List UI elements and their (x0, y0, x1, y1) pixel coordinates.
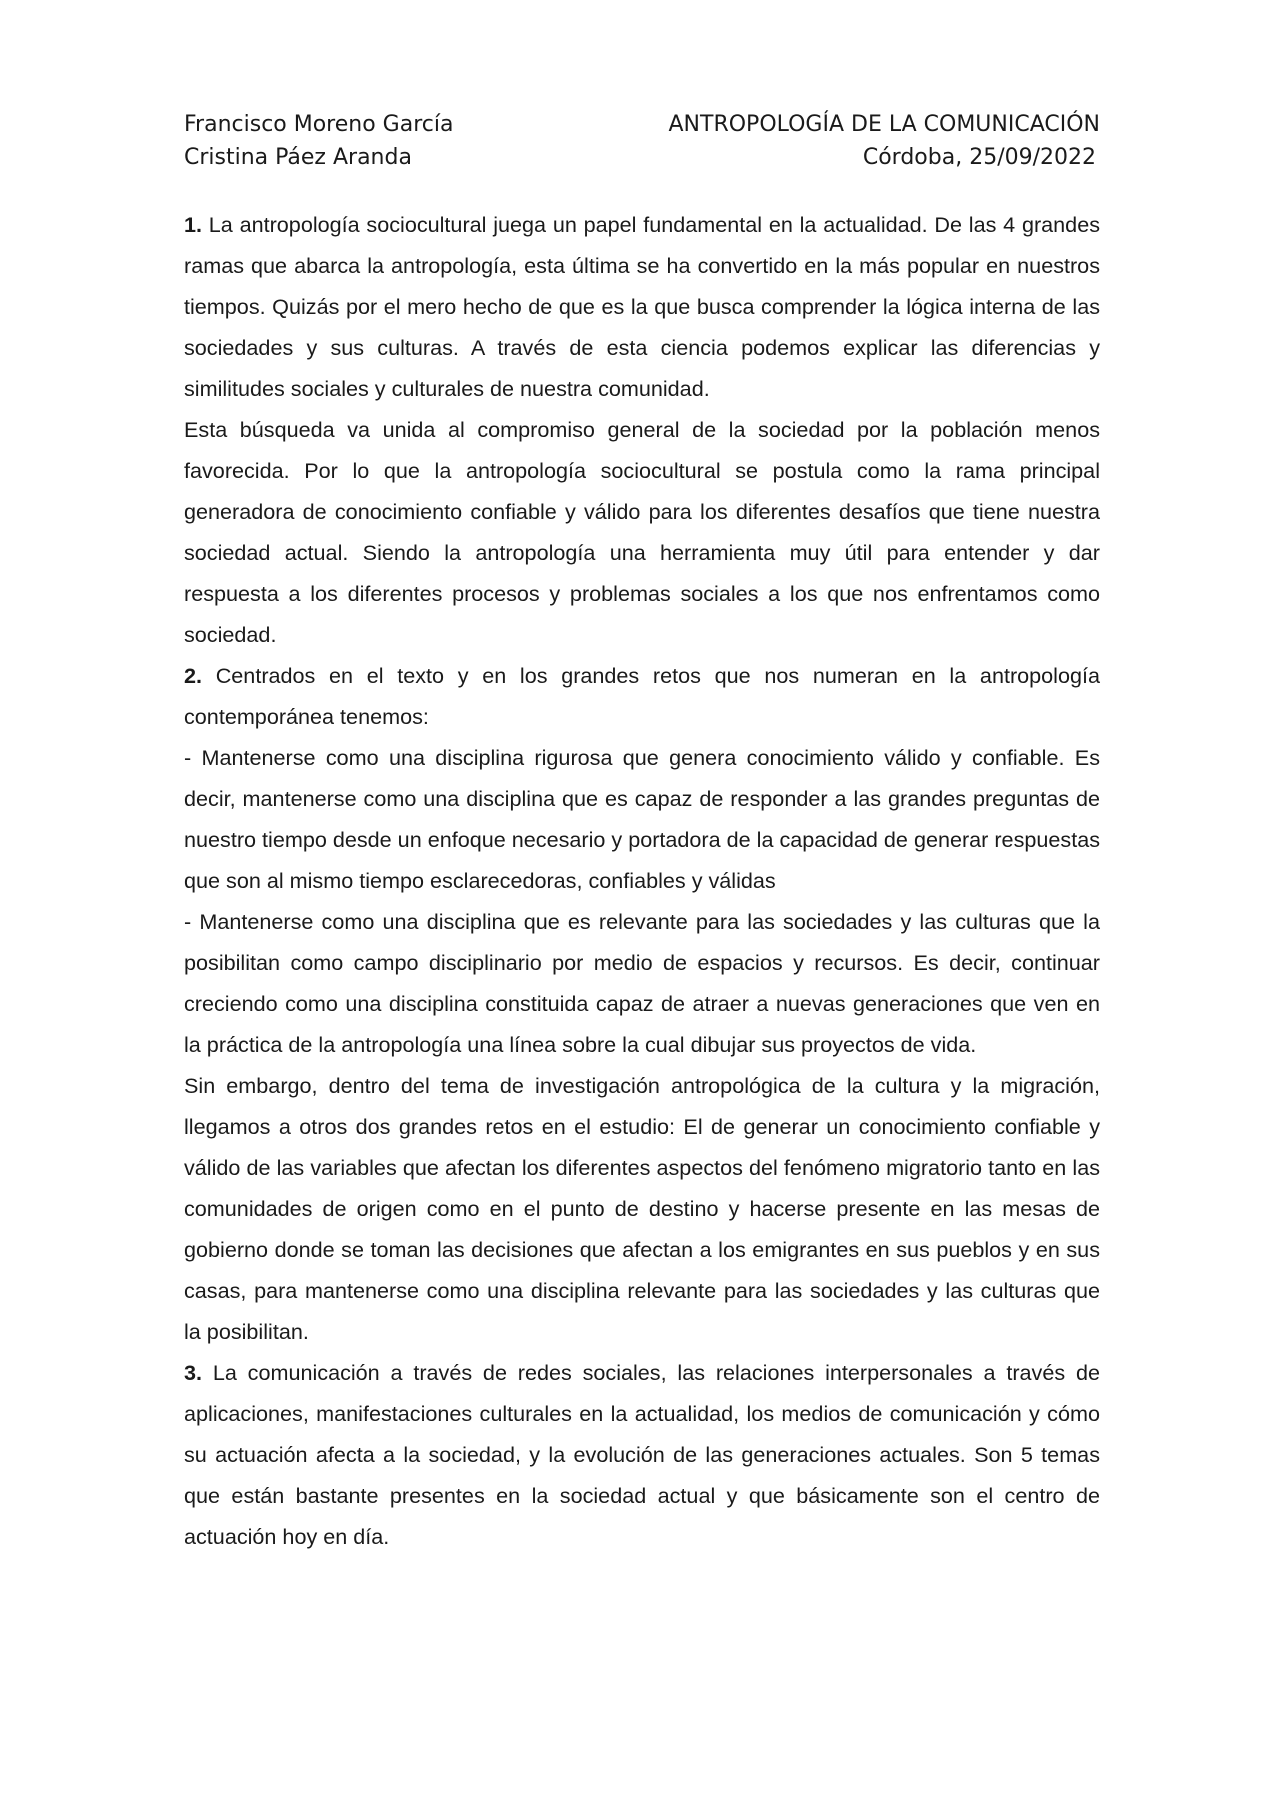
answer-text: La antropología sociocultural juega un papel fundamental en la actualidad. De las 4 grandes ramas que abarca la antropología, esta última se ha convertido en la más popular en nuestros tiempos. Quizás por el mero hecho de que es la que busca comprender la lógica interna de las sociedades y sus culturas. A través de esta ciencia podemos explicar las diferencias y similitudes sociales y culturales de nuestra comunidad. (184, 212, 1100, 401)
answer-1-paragraph (184, 204, 1100, 409)
course-title: ANTROPOLOGÍA DE LA COMUNICACIÓN (668, 112, 1100, 137)
document-body (184, 204, 1100, 1557)
list-item: - Mantenerse como una disciplina que es relevante para las sociedades y las culturas que la posibilitan como campo disciplinario por medio de espacios y recursos. Es decir, continuar creciendo como una disciplina constituida capaz de atraer a nuevas generaciones que ven en la práctica de la antropología una línea sobre la cual dibujar sus proyectos de vida. (184, 909, 1100, 1057)
answer-text: Centrados en el texto y en los grandes retos que nos numeran en la antropología contemporánea tenemos: (184, 663, 1100, 729)
answer-number: 1. (184, 212, 203, 237)
answer-number: 3. (184, 1360, 203, 1385)
paragraph: Sin embargo, dentro del tema de investigación antropológica de la cultura y la migración, llegamos a otros dos grandes retos en el estudio: El de generar un conocimiento confiable y válido de las variables que afectan los diferentes aspectos del fenómeno migratorio tanto en las comunidades de origen como en el punto de destino y hacerse presente en las mesas de gobierno donde se toman las decisiones que afectan a los emigrantes en sus pueblos y en sus casas, para mantenerse como una disciplina relevante para las sociedades y las culturas que la posibilitan. (184, 1073, 1100, 1344)
list-item: - Mantenerse como una disciplina rigurosa que genera conocimiento válido y confiable. Es decir, mantenerse como una disciplina que es capaz de responder a las grandes preguntas de nuestro tiempo desde un enfoque necesario y portadora de la capacidad de generar respuestas que son al mismo tiempo esclarecedoras, confiables y válidas (184, 745, 1100, 893)
paragraph: Esta búsqueda va unida al compromiso general de la sociedad por la población menos favorecida. Por lo que la antropología sociocultural se postula como la rama principal generadora de conocimiento confiable y válido para los diferentes desafíos que tiene nuestra sociedad actual. Siendo la antropología una herramienta muy útil para entender y dar respuesta a los diferentes procesos y problemas sociales a los que nos enfrentamos como sociedad. (184, 417, 1100, 647)
answer-3-paragraph (184, 1352, 1100, 1557)
authors-block (184, 108, 453, 174)
course-block (669, 108, 1101, 174)
author-name: Francisco Moreno García (184, 112, 454, 137)
answer-number: 2. (184, 663, 203, 688)
author-name: Cristina Páez Aranda (184, 145, 412, 170)
answer-text: La comunicación a través de redes sociales, las relaciones interpersonales a través de aplicaciones, manifestaciones culturales en la actualidad, los medios de comunicación y cómo su actuación afecta a la sociedad, y la evolución de las generaciones actuales. Son 5 temas que están bastante presentes en la sociedad actual y que básicamente son el centro de actuación hoy en día. (184, 1360, 1100, 1549)
document-header (184, 108, 1100, 174)
place-date: Córdoba, 25/09/2022 (862, 145, 1096, 170)
answer-2-paragraph (184, 655, 1100, 737)
